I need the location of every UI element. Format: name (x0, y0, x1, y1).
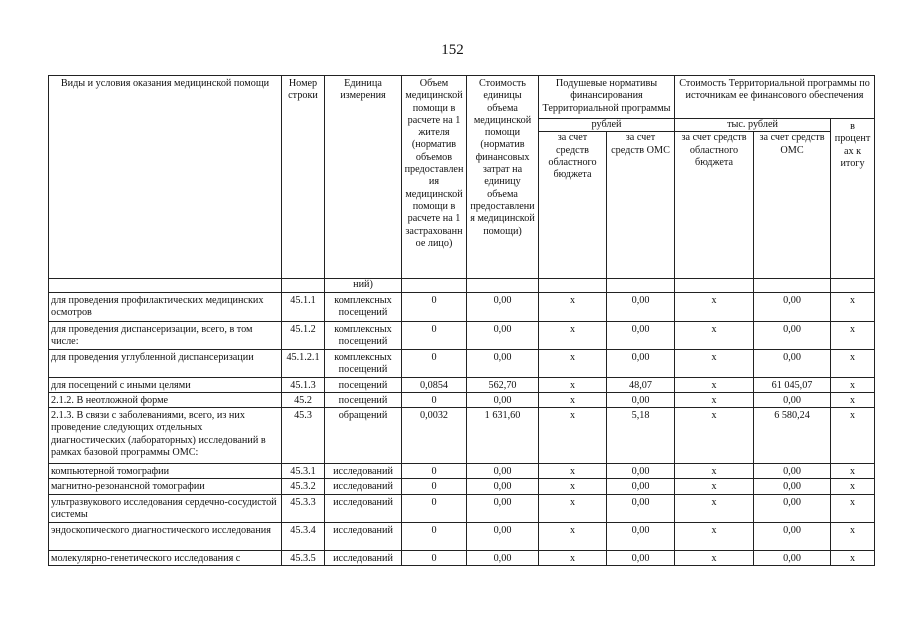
header-per-capita-units: рублей (539, 119, 675, 132)
row-per-capita-oblast: x (539, 494, 607, 522)
row-unit-cost: 0,00 (467, 522, 539, 550)
row-cost-oms: 0,00 (754, 392, 831, 407)
row-name: ультразвукового исследования сердечно-сосудистой системы (49, 494, 282, 522)
row-unit-cost: 0,00 (467, 494, 539, 522)
row-volume: 0 (402, 550, 467, 565)
row-per-capita-oms: 5,18 (607, 408, 675, 464)
row-unit-cost: 562,70 (467, 377, 539, 392)
row-cost-oblast: x (675, 292, 754, 321)
row-unit-cost: 0,00 (467, 464, 539, 479)
table-row (49, 479, 875, 494)
row-volume: 0 (402, 479, 467, 494)
row-number: 45.1.2 (282, 321, 325, 349)
header-program-cost: Стоимость Территориальной программы по источникам ее финансового обеспечения (675, 76, 875, 119)
row-unit: комплексных посещений (325, 321, 402, 349)
row-cost-oms: 0,00 (754, 479, 831, 494)
header-unit: Единица измерения (325, 76, 402, 279)
row-per-capita-oms: 48,07 (607, 377, 675, 392)
table-row (49, 292, 875, 321)
row-cost-oblast: x (675, 479, 754, 494)
row-percent: x (831, 349, 875, 377)
row-name: для проведения профилактических медицинских осмотров (49, 292, 282, 321)
header-program-cost-units: тыс. рублей (675, 119, 831, 132)
row-per-capita-oms: 0,00 (607, 550, 675, 565)
row-cost-oms: 0,00 (754, 321, 831, 349)
row-percent: x (831, 494, 875, 522)
row-volume: 0,0032 (402, 408, 467, 464)
row-cost-oms: 0,00 (754, 522, 831, 550)
row-per-capita-oms: 0,00 (607, 522, 675, 550)
row-unit: исследований (325, 522, 402, 550)
row-unit-cost: 0,00 (467, 321, 539, 349)
row-number: 45.1.1 (282, 292, 325, 321)
row-cost-oblast: x (675, 321, 754, 349)
row-per-capita-oblast: x (539, 292, 607, 321)
continuation-text: ний) (325, 279, 402, 292)
row-unit: посещений (325, 392, 402, 407)
row-percent: x (831, 292, 875, 321)
table-row (49, 494, 875, 522)
row-cost-oblast: x (675, 349, 754, 377)
row-unit-cost: 0,00 (467, 349, 539, 377)
row-name: компьютерной томографии (49, 464, 282, 479)
row-unit-cost: 0,00 (467, 550, 539, 565)
table-row (49, 392, 875, 407)
row-per-capita-oms: 0,00 (607, 292, 675, 321)
row-name: эндоскопического диагностического исследования (49, 522, 282, 550)
row-number: 45.3.5 (282, 550, 325, 565)
row-name: для проведения диспансеризации, всего, в том числе: (49, 321, 282, 349)
row-per-capita-oms: 0,00 (607, 494, 675, 522)
row-cost-oms: 0,00 (754, 292, 831, 321)
row-per-capita-oblast: x (539, 321, 607, 349)
row-cost-oms: 0,00 (754, 494, 831, 522)
row-name: 2.1.2. В неотложной форме (49, 392, 282, 407)
row-per-capita-oms: 0,00 (607, 464, 675, 479)
table-row (49, 464, 875, 479)
row-percent: x (831, 522, 875, 550)
row-per-capita-oms: 0,00 (607, 321, 675, 349)
header-per-capita-oblast: за счет средств областного бюджета (539, 132, 607, 279)
row-cost-oms: 0,00 (754, 464, 831, 479)
row-percent: x (831, 392, 875, 407)
table-row (49, 349, 875, 377)
header-per-capita-oms: за счет средств ОМС (607, 132, 675, 279)
row-unit-cost: 0,00 (467, 292, 539, 321)
row-percent: x (831, 321, 875, 349)
table-row (49, 377, 875, 392)
row-unit: комплексных посещений (325, 292, 402, 321)
header-volume: Объем медицинской помощи в расчете на 1 жителя (норматив объемов предоставления медицинской помощи в расчете на 1 застрахованное лицо) (402, 76, 467, 279)
row-percent: x (831, 377, 875, 392)
row-unit-cost: 1 631,60 (467, 408, 539, 464)
row-unit: исследований (325, 550, 402, 565)
row-percent: x (831, 479, 875, 494)
row-name: 2.1.3. В связи с заболеваниями, всего, из них проведение следующих отдельных диагностических (лабораторных) исследований в рамках базовой программы ОМС: (49, 408, 282, 464)
row-per-capita-oblast: x (539, 464, 607, 479)
row-cost-oms: 6 580,24 (754, 408, 831, 464)
table-row (49, 321, 875, 349)
row-per-capita-oms: 0,00 (607, 392, 675, 407)
row-cost-oblast: x (675, 522, 754, 550)
header-cost-oblast: за счет средств областного бюджета (675, 132, 754, 279)
row-number: 45.1.2.1 (282, 349, 325, 377)
row-unit: комплексных посещений (325, 349, 402, 377)
row-cost-oblast: x (675, 494, 754, 522)
row-name: для посещений с иными целями (49, 377, 282, 392)
row-volume: 0 (402, 522, 467, 550)
header-kind: Виды и условия оказания медицинской помощи (49, 76, 282, 279)
row-per-capita-oblast: x (539, 377, 607, 392)
financing-table (48, 75, 875, 566)
row-per-capita-oms: 0,00 (607, 479, 675, 494)
row-unit: посещений (325, 377, 402, 392)
table-row (49, 408, 875, 464)
row-number: 45.1.3 (282, 377, 325, 392)
header-unit-cost: Стоимость единицы объема медицинской помощи (норматив финансовых затрат на единицу объема предоставления медицинской помощи) (467, 76, 539, 279)
row-number: 45.3.1 (282, 464, 325, 479)
row-unit: исследований (325, 464, 402, 479)
row-percent: x (831, 464, 875, 479)
row-per-capita-oblast: x (539, 392, 607, 407)
row-per-capita-oms: 0,00 (607, 349, 675, 377)
row-number: 45.2 (282, 392, 325, 407)
row-cost-oms: 61 045,07 (754, 377, 831, 392)
row-name: для проведения углубленной диспансеризации (49, 349, 282, 377)
table-body (49, 292, 875, 565)
header-percent: в процентах к итогу (831, 119, 875, 279)
row-cost-oblast: x (675, 408, 754, 464)
row-volume: 0,0854 (402, 377, 467, 392)
page-number: 152 (441, 42, 464, 58)
row-volume: 0 (402, 321, 467, 349)
row-per-capita-oblast: x (539, 349, 607, 377)
table-header (49, 76, 875, 293)
row-number: 45.3.2 (282, 479, 325, 494)
row-name: магнитно-резонансной томографии (49, 479, 282, 494)
row-unit: исследований (325, 494, 402, 522)
row-cost-oms: 0,00 (754, 550, 831, 565)
row-number: 45.3.3 (282, 494, 325, 522)
row-name: молекулярно-генетического исследования с (49, 550, 282, 565)
header-per-capita: Подушевые нормативы финансирования Территориальной программы (539, 76, 675, 119)
header-cost-oms: за счет средств ОМС (754, 132, 831, 279)
row-unit-cost: 0,00 (467, 392, 539, 407)
row-cost-oblast: x (675, 377, 754, 392)
row-cost-oblast: x (675, 550, 754, 565)
row-percent: x (831, 550, 875, 565)
row-per-capita-oblast: x (539, 522, 607, 550)
row-volume: 0 (402, 494, 467, 522)
row-cost-oblast: x (675, 392, 754, 407)
table-row (49, 550, 875, 565)
row-per-capita-oblast: x (539, 408, 607, 464)
row-volume: 0 (402, 349, 467, 377)
row-unit: обращений (325, 408, 402, 464)
row-cost-oblast: x (675, 464, 754, 479)
header-row-number: Номер строки (282, 76, 325, 279)
row-cost-oms: 0,00 (754, 349, 831, 377)
row-percent: x (831, 408, 875, 464)
row-unit-cost: 0,00 (467, 479, 539, 494)
row-volume: 0 (402, 392, 467, 407)
row-number: 45.3.4 (282, 522, 325, 550)
row-volume: 0 (402, 464, 467, 479)
row-volume: 0 (402, 292, 467, 321)
row-per-capita-oblast: x (539, 550, 607, 565)
table-row (49, 522, 875, 550)
row-per-capita-oblast: x (539, 479, 607, 494)
row-number: 45.3 (282, 408, 325, 464)
row-unit: исследований (325, 479, 402, 494)
